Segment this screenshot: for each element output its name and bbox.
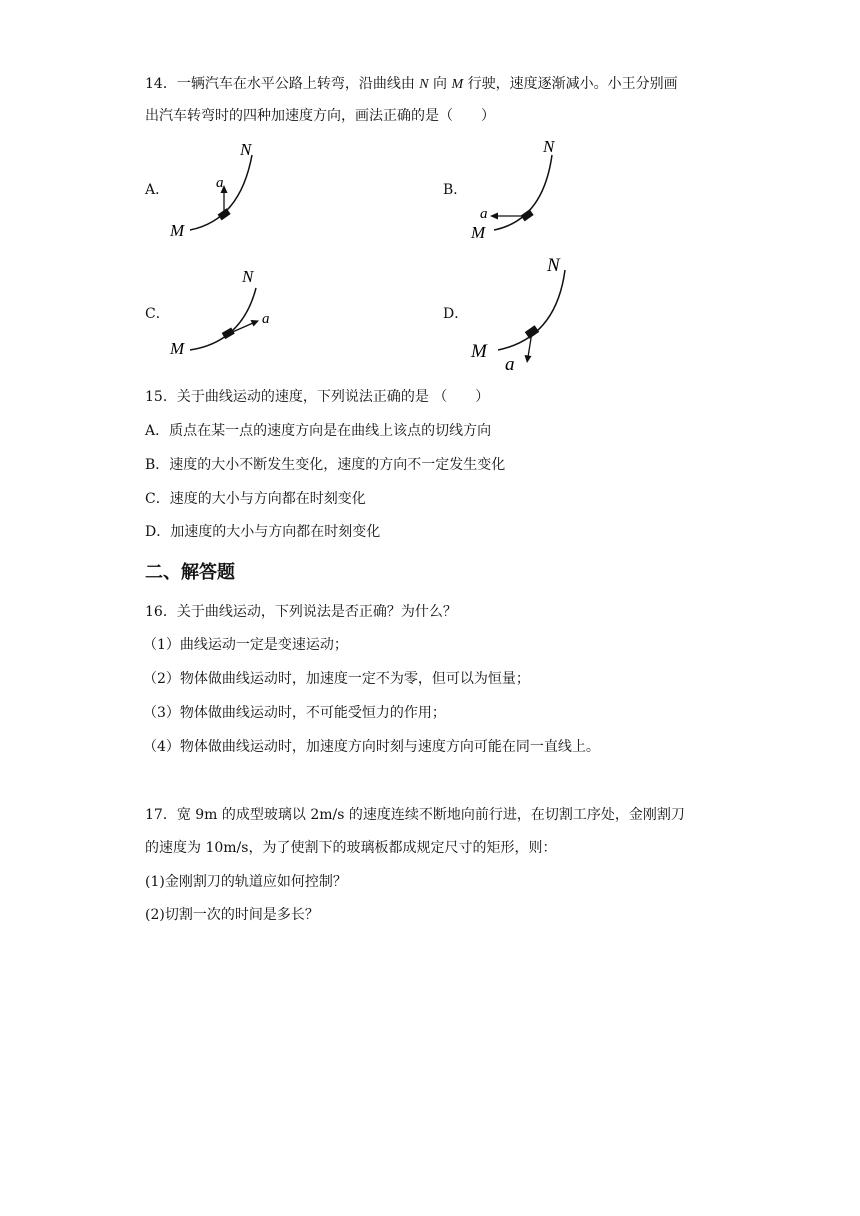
q14-option-c-figure (160, 262, 290, 372)
q14-text-part-2: 向 (428, 76, 452, 92)
q14-option-b-figure (460, 135, 580, 245)
q15-option-b: B．速度的大小不断发生变化，速度的方向不一定发生变化 (145, 457, 506, 473)
q14-option-c-label: C． (145, 306, 170, 322)
q14-b-accel-label: a (480, 206, 488, 222)
q14-a-accel-label: a (216, 175, 224, 191)
q16-item-2: （2）物体做曲线运动时，加速度一定不为零，但可以为恒量； (143, 671, 530, 687)
q14-a-m-label: M (170, 221, 185, 240)
q14-d-m-label: M (471, 341, 487, 362)
q14-option-b-label: B． (443, 182, 468, 198)
q17-line-1: 17．宽 9m 的成型玻璃以 2m/s 的速度连续不断地向前行进，在切割工序处，金刚割刀 (145, 807, 685, 823)
q14-option-a-label: A． (145, 182, 170, 198)
q16-item-3: （3）物体做曲线运动时，不可能受恒力的作用； (143, 705, 446, 721)
q15-option-c: C．速度的大小与方向都在时刻变化 (145, 491, 366, 507)
q16-stem: 16．关于曲线运动，下列说法是否正确？为什么？ (145, 604, 457, 620)
q15-option-d: D．加速度的大小与方向都在时刻变化 (145, 524, 381, 540)
q16-item-1: （1）曲线运动一定是变速运动； (143, 637, 348, 653)
q14-symbol-m: M (451, 77, 464, 92)
section-heading: 二、解答题 (145, 562, 235, 583)
q14-c-accel-label: a (262, 311, 270, 327)
q14-c-m-label: M (170, 339, 185, 358)
q14-option-a-figure (160, 135, 280, 245)
q14-option-d-label: D． (443, 306, 469, 322)
q14-text-part-3: 行驶，速度逐渐减小。小王分别画 (463, 76, 678, 92)
q14-b-m-label: M (471, 223, 486, 242)
q17-item-1: (1)金刚割刀的轨道应如何控制？ (145, 874, 347, 890)
q14-text-part-1: 14．一辆汽车在水平公路上转弯，沿曲线由 (145, 76, 420, 92)
q15-stem: 15．关于曲线运动的速度，下列说法正确的是 （ ） (145, 389, 490, 405)
q15-option-a: A．质点在某一点的速度方向是在曲线上该点的切线方向 (145, 423, 492, 439)
q14-line-1 (145, 74, 678, 95)
q14-d-accel-label: a (505, 354, 515, 375)
q14-line-2: 出汽车转弯时的四种加速度方向，画法正确的是（ ） (145, 108, 495, 124)
q16-item-4: （4）物体做曲线运动时，加速度方向时刻与速度方向可能在同一直线上。 (143, 739, 600, 755)
q14-option-d-figure (460, 250, 590, 375)
q14-d-n-label: N (547, 255, 560, 276)
q14-c-n-label: N (242, 267, 254, 286)
q14-symbol-n: N (419, 77, 429, 92)
q14-b-n-label: N (543, 137, 555, 156)
q17-line-2: 的速度为 10m/s，为了使割下的玻璃板都成规定尺寸的矩形，则： (145, 840, 557, 856)
q14-a-n-label: N (240, 140, 252, 159)
q17-item-2: (2)切割一次的时间是多长？ (145, 907, 319, 923)
